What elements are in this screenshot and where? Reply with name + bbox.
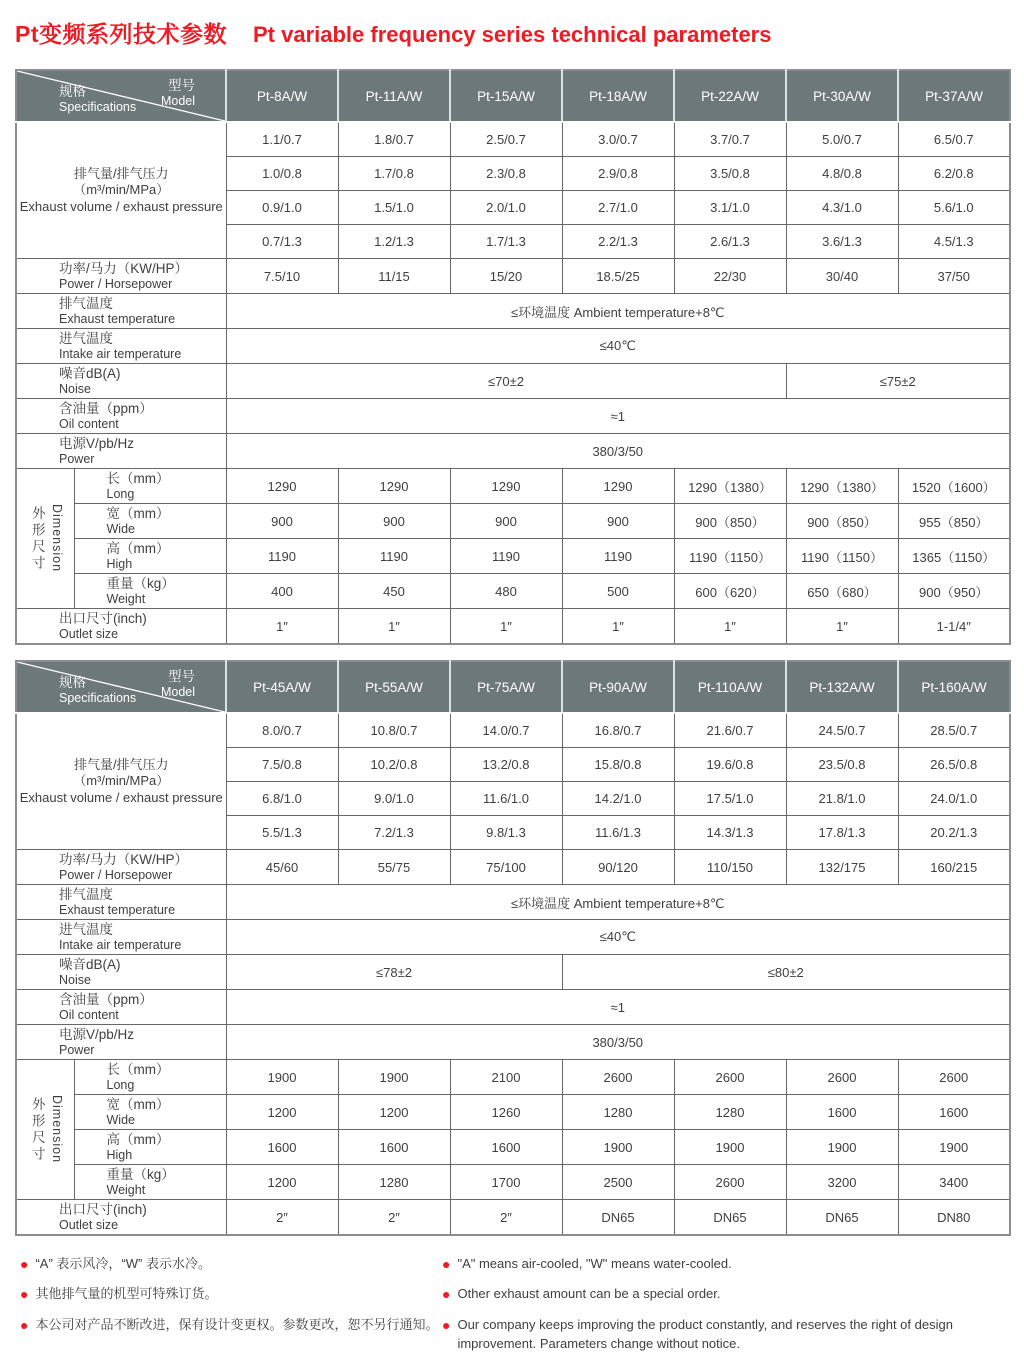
table-row	[16, 504, 1010, 539]
value-cell-span: ≤环境温度 Ambient temperature+8℃	[226, 885, 1010, 920]
value-cell: 4.8/0.8	[786, 157, 898, 191]
value-cell: 1290	[562, 469, 674, 504]
note-item: ● 其他排气量的机型可特殊订货。	[20, 1284, 442, 1304]
value-cell: DN65	[786, 1200, 898, 1236]
model-header: Pt-30A/W	[786, 70, 898, 122]
value-cell: 1″	[450, 609, 562, 645]
value-cell: 1290	[338, 469, 450, 504]
value-cell: DN65	[562, 1200, 674, 1236]
value-cell-span: ≤80±2	[562, 955, 1010, 990]
value-cell: 1520（1600）	[898, 469, 1010, 504]
value-cell: 0.7/1.3	[226, 225, 338, 259]
table-row	[16, 294, 1010, 329]
value-cell-span: ≤环境温度 Ambient temperature+8℃	[226, 294, 1010, 329]
spec-label-power-horsepower: 功率/马力（KW/HP） Power / Horsepower	[16, 259, 226, 294]
value-cell: 2″	[338, 1200, 450, 1236]
value-cell: 1190（1150）	[786, 539, 898, 574]
model-header: Pt-22A/W	[674, 70, 786, 122]
table-row	[16, 920, 1010, 955]
value-cell: 2″	[450, 1200, 562, 1236]
model-header: Pt-18A/W	[562, 70, 674, 122]
spec-label-outlet-size: 出口尺寸(inch) Outlet size	[16, 1200, 226, 1236]
value-cell: 600（620）	[674, 574, 786, 609]
value-cell: DN80	[898, 1200, 1010, 1236]
value-cell: 1900	[786, 1130, 898, 1165]
note-item: ● 本公司对产品不断改进，保有设计变更权。参数更改，恕不另行通知。	[20, 1315, 442, 1335]
value-cell: 2100	[450, 1060, 562, 1095]
value-cell: 1190	[338, 539, 450, 574]
table-row	[16, 1095, 1010, 1130]
model-header: Pt-15A/W	[450, 70, 562, 122]
value-cell-span: ≤70±2	[226, 364, 786, 399]
model-header: Pt-110A/W	[674, 661, 786, 713]
value-cell: 1365（1150）	[898, 539, 1010, 574]
value-cell: 1″	[226, 609, 338, 645]
value-cell: 2600	[898, 1060, 1010, 1095]
value-cell: 1″	[562, 609, 674, 645]
value-cell: DN65	[674, 1200, 786, 1236]
value-cell: 45/60	[226, 850, 338, 885]
value-cell: 14.0/0.7	[450, 713, 562, 748]
table-row	[16, 539, 1010, 574]
value-cell: 1290	[226, 469, 338, 504]
table-row	[16, 955, 1010, 990]
value-cell: 3.0/0.7	[562, 122, 674, 157]
note-item: ● Other exhaust amount can be a special order.	[442, 1284, 1008, 1304]
model-header: Pt-11A/W	[338, 70, 450, 122]
spec-label-weight: 重量（kg） Weight	[74, 574, 226, 609]
table-row	[16, 469, 1010, 504]
value-cell: 5.0/0.7	[786, 122, 898, 157]
value-cell: 14.3/1.3	[674, 816, 786, 850]
value-cell: 1.8/0.7	[338, 122, 450, 157]
table-row	[16, 609, 1010, 645]
value-cell: 3400	[898, 1165, 1010, 1200]
value-cell: 1260	[450, 1095, 562, 1130]
table-row	[16, 713, 1010, 748]
value-cell: 2.0/1.0	[450, 191, 562, 225]
footnotes-chinese	[20, 1254, 442, 1364]
value-cell: 1200	[226, 1095, 338, 1130]
spec-label-exhaust-volume: 排气量/排气压力 （m³/min/MPa） Exhaust volume / exhaust pressure	[16, 122, 226, 259]
value-cell: 17.8/1.3	[786, 816, 898, 850]
value-cell: 1190	[450, 539, 562, 574]
value-cell: 1600	[338, 1130, 450, 1165]
value-cell: 2″	[226, 1200, 338, 1236]
value-cell: 1190（1150）	[674, 539, 786, 574]
value-cell: 10.2/0.8	[338, 748, 450, 782]
value-cell: 1290（1380）	[674, 469, 786, 504]
value-cell: 17.5/1.0	[674, 782, 786, 816]
value-cell: 24.5/0.7	[786, 713, 898, 748]
bullet-icon: ●	[20, 1286, 29, 1303]
value-cell: 15.8/0.8	[562, 748, 674, 782]
value-cell: 11.6/1.0	[450, 782, 562, 816]
value-cell: 2500	[562, 1165, 674, 1200]
model-header: Pt-8A/W	[226, 70, 338, 122]
table-row	[16, 1130, 1010, 1165]
value-cell: 160/215	[898, 850, 1010, 885]
corner-model-label: 型号 Model	[160, 78, 195, 109]
table-row	[16, 434, 1010, 469]
value-cell-span: 380/3/50	[226, 434, 1010, 469]
value-cell: 3.6/1.3	[786, 225, 898, 259]
value-cell: 900（850）	[674, 504, 786, 539]
value-cell: 1.5/1.0	[338, 191, 450, 225]
value-cell-span: ≈1	[226, 990, 1010, 1025]
value-cell: 1190	[562, 539, 674, 574]
value-cell: 1900	[338, 1060, 450, 1095]
table-row	[16, 1025, 1010, 1060]
table-row	[16, 850, 1010, 885]
bullet-icon: ●	[442, 1316, 451, 1333]
value-cell: 2.6/1.3	[674, 225, 786, 259]
value-cell: 6.2/0.8	[898, 157, 1010, 191]
model-header: Pt-160A/W	[898, 661, 1010, 713]
value-cell: 2600	[674, 1060, 786, 1095]
value-cell: 1290（1380）	[786, 469, 898, 504]
value-cell: 2600	[786, 1060, 898, 1095]
value-cell: 9.0/1.0	[338, 782, 450, 816]
spec-label-high: 高（mm） High	[74, 1130, 226, 1165]
spec-label-dimension: 外形尺寸 Dimension	[16, 1060, 74, 1200]
value-cell: 900	[562, 504, 674, 539]
table-row	[16, 1200, 1010, 1236]
value-cell: 8.0/0.7	[226, 713, 338, 748]
spec-label-power-supply: 电源V/pb/Hz Power	[16, 434, 226, 469]
value-cell: 900（850）	[786, 504, 898, 539]
value-cell: 3.5/0.8	[674, 157, 786, 191]
corner-model-label: 型号 Model	[160, 669, 195, 700]
value-cell: 21.6/0.7	[674, 713, 786, 748]
spec-label-high: 高（mm） High	[74, 539, 226, 574]
spec-label-exhaust-temperature: 排气温度 Exhaust temperature	[16, 294, 226, 329]
bullet-icon: ●	[442, 1286, 451, 1303]
value-cell: 4.3/1.0	[786, 191, 898, 225]
spec-label-wide: 宽（mm） Wide	[74, 504, 226, 539]
spec-label-long: 长（mm） Long	[74, 469, 226, 504]
value-cell: 1″	[338, 609, 450, 645]
value-cell: 7.5/10	[226, 259, 338, 294]
value-cell: 1.7/1.3	[450, 225, 562, 259]
value-cell: 5.5/1.3	[226, 816, 338, 850]
value-cell-span: ≤78±2	[226, 955, 562, 990]
value-cell: 1″	[674, 609, 786, 645]
bullet-icon: ●	[442, 1256, 451, 1272]
value-cell: 450	[338, 574, 450, 609]
value-cell: 4.5/1.3	[898, 225, 1010, 259]
value-cell: 900	[226, 504, 338, 539]
value-cell: 90/120	[562, 850, 674, 885]
value-cell: 26.5/0.8	[898, 748, 1010, 782]
value-cell: 900	[338, 504, 450, 539]
value-cell: 900（950）	[898, 574, 1010, 609]
value-cell: 6.5/0.7	[898, 122, 1010, 157]
value-cell: 28.5/0.7	[898, 713, 1010, 748]
footnotes	[20, 1254, 1024, 1364]
table-row	[16, 1060, 1010, 1095]
spec-label-oil-content: 含油量（ppm） Oil content	[16, 990, 226, 1025]
value-cell: 1280	[674, 1095, 786, 1130]
footnotes-english	[442, 1254, 1008, 1364]
spec-label-power-supply: 电源V/pb/Hz Power	[16, 1025, 226, 1060]
spec-label-noise: 噪音dB(A) Noise	[16, 955, 226, 990]
value-cell-span: 380/3/50	[226, 1025, 1010, 1060]
value-cell: 18.5/25	[562, 259, 674, 294]
value-cell: 900	[450, 504, 562, 539]
spec-table-2	[15, 660, 1011, 1236]
note-item: ● "A" means air-cooled, "W" means water-cooled.	[442, 1254, 1008, 1274]
value-cell: 650（680）	[786, 574, 898, 609]
value-cell: 20.2/1.3	[898, 816, 1010, 850]
value-cell: 10.8/0.7	[338, 713, 450, 748]
value-cell: 1900	[562, 1130, 674, 1165]
spec-label-intake-temperature: 进气温度 Intake air temperature	[16, 920, 226, 955]
value-cell: 1600	[786, 1095, 898, 1130]
value-cell: 75/100	[450, 850, 562, 885]
value-cell: 400	[226, 574, 338, 609]
value-cell: 1900	[898, 1130, 1010, 1165]
value-cell: 19.6/0.8	[674, 748, 786, 782]
value-cell: 24.0/1.0	[898, 782, 1010, 816]
page-title-english: Pt variable frequency series technical parameters	[253, 22, 772, 47]
value-cell: 1.1/0.7	[226, 122, 338, 157]
spec-label-long: 长（mm） Long	[74, 1060, 226, 1095]
value-cell-span: ≤40℃	[226, 920, 1010, 955]
value-cell: 2.9/0.8	[562, 157, 674, 191]
model-header: Pt-75A/W	[450, 661, 562, 713]
model-header-row	[16, 661, 1010, 713]
value-cell: 1600	[450, 1130, 562, 1165]
note-item: ● “A” 表示风冷，“W” 表示水冷。	[20, 1254, 442, 1274]
table-row	[16, 990, 1010, 1025]
value-cell: 1290	[450, 469, 562, 504]
page-title	[0, 0, 1024, 49]
value-cell: 480	[450, 574, 562, 609]
value-cell: 7.5/0.8	[226, 748, 338, 782]
value-cell: 1190	[226, 539, 338, 574]
value-cell: 1.7/0.8	[338, 157, 450, 191]
model-header-row	[16, 70, 1010, 122]
spec-label-exhaust-temperature: 排气温度 Exhaust temperature	[16, 885, 226, 920]
spec-label-exhaust-volume: 排气量/排气压力 （m³/min/MPa） Exhaust volume / exhaust pressure	[16, 713, 226, 850]
value-cell: 11/15	[338, 259, 450, 294]
value-cell: 16.8/0.7	[562, 713, 674, 748]
value-cell: 2600	[674, 1165, 786, 1200]
value-cell: 13.2/0.8	[450, 748, 562, 782]
value-cell: 2.5/0.7	[450, 122, 562, 157]
value-cell: 2.3/0.8	[450, 157, 562, 191]
model-header: Pt-55A/W	[338, 661, 450, 713]
value-cell: 500	[562, 574, 674, 609]
value-cell: 55/75	[338, 850, 450, 885]
value-cell: 6.8/1.0	[226, 782, 338, 816]
value-cell: 132/175	[786, 850, 898, 885]
value-cell: 14.2/1.0	[562, 782, 674, 816]
value-cell: 2.2/1.3	[562, 225, 674, 259]
spec-label-power-horsepower: 功率/马力（KW/HP） Power / Horsepower	[16, 850, 226, 885]
spec-label-oil-content: 含油量（ppm） Oil content	[16, 399, 226, 434]
value-cell: 1200	[338, 1095, 450, 1130]
value-cell: 1900	[674, 1130, 786, 1165]
value-cell: 1280	[562, 1095, 674, 1130]
spec-label-outlet-size: 出口尺寸(inch) Outlet size	[16, 609, 226, 645]
value-cell-span: ≤40℃	[226, 329, 1010, 364]
value-cell: 11.6/1.3	[562, 816, 674, 850]
spec-label-weight: 重量（kg） Weight	[74, 1165, 226, 1200]
table-row	[16, 364, 1010, 399]
table-row	[16, 399, 1010, 434]
value-cell: 0.9/1.0	[226, 191, 338, 225]
corner-header-cell	[16, 70, 226, 122]
spec-label-intake-temperature: 进气温度 Intake air temperature	[16, 329, 226, 364]
value-cell: 955（850）	[898, 504, 1010, 539]
value-cell: 7.2/1.3	[338, 816, 450, 850]
corner-spec-label: 规格 Specifications	[59, 83, 137, 114]
bullet-icon: ●	[20, 1316, 29, 1333]
value-cell: 22/30	[674, 259, 786, 294]
value-cell: 2.7/1.0	[562, 191, 674, 225]
value-cell: 15/20	[450, 259, 562, 294]
value-cell: 9.8/1.3	[450, 816, 562, 850]
value-cell: 1200	[226, 1165, 338, 1200]
value-cell: 3.7/0.7	[674, 122, 786, 157]
bullet-icon: ●	[20, 1256, 29, 1272]
table-row	[16, 1165, 1010, 1200]
value-cell: 1.2/1.3	[338, 225, 450, 259]
value-cell: 1600	[226, 1130, 338, 1165]
model-header: Pt-132A/W	[786, 661, 898, 713]
value-cell: 110/150	[674, 850, 786, 885]
model-header: Pt-45A/W	[226, 661, 338, 713]
value-cell: 1.0/0.8	[226, 157, 338, 191]
corner-header-cell	[16, 661, 226, 713]
value-cell: 21.8/1.0	[786, 782, 898, 816]
note-item: ● Our company keeps improving the product constantly, and reserves the right of design improvement. Parameters change without notice.	[442, 1316, 953, 1352]
model-header: Pt-37A/W	[898, 70, 1010, 122]
value-cell: 5.6/1.0	[898, 191, 1010, 225]
page-title-chinese: Pt变频系列技术参数	[15, 21, 227, 47]
spec-label-wide: 宽（mm） Wide	[74, 1095, 226, 1130]
table-row	[16, 885, 1010, 920]
value-cell: 1″	[786, 609, 898, 645]
value-cell: 1-1/4″	[898, 609, 1010, 645]
table-row	[16, 122, 1010, 157]
value-cell: 3.1/1.0	[674, 191, 786, 225]
value-cell: 37/50	[898, 259, 1010, 294]
table-row	[16, 329, 1010, 364]
value-cell: 1700	[450, 1165, 562, 1200]
value-cell: 23.5/0.8	[786, 748, 898, 782]
value-cell: 2600	[562, 1060, 674, 1095]
value-cell: 30/40	[786, 259, 898, 294]
spec-label-dimension: 外形尺寸 Dimension	[16, 469, 74, 609]
spec-label-noise: 噪音dB(A) Noise	[16, 364, 226, 399]
value-cell: 3200	[786, 1165, 898, 1200]
model-header: Pt-90A/W	[562, 661, 674, 713]
corner-spec-label: 规格 Specifications	[59, 674, 137, 705]
value-cell-span: ≈1	[226, 399, 1010, 434]
table-row	[16, 574, 1010, 609]
spec-table-1	[15, 69, 1011, 645]
table-row	[16, 259, 1010, 294]
value-cell: 1600	[898, 1095, 1010, 1130]
value-cell: 1280	[338, 1165, 450, 1200]
value-cell: 1900	[226, 1060, 338, 1095]
value-cell-span: ≤75±2	[786, 364, 1010, 399]
